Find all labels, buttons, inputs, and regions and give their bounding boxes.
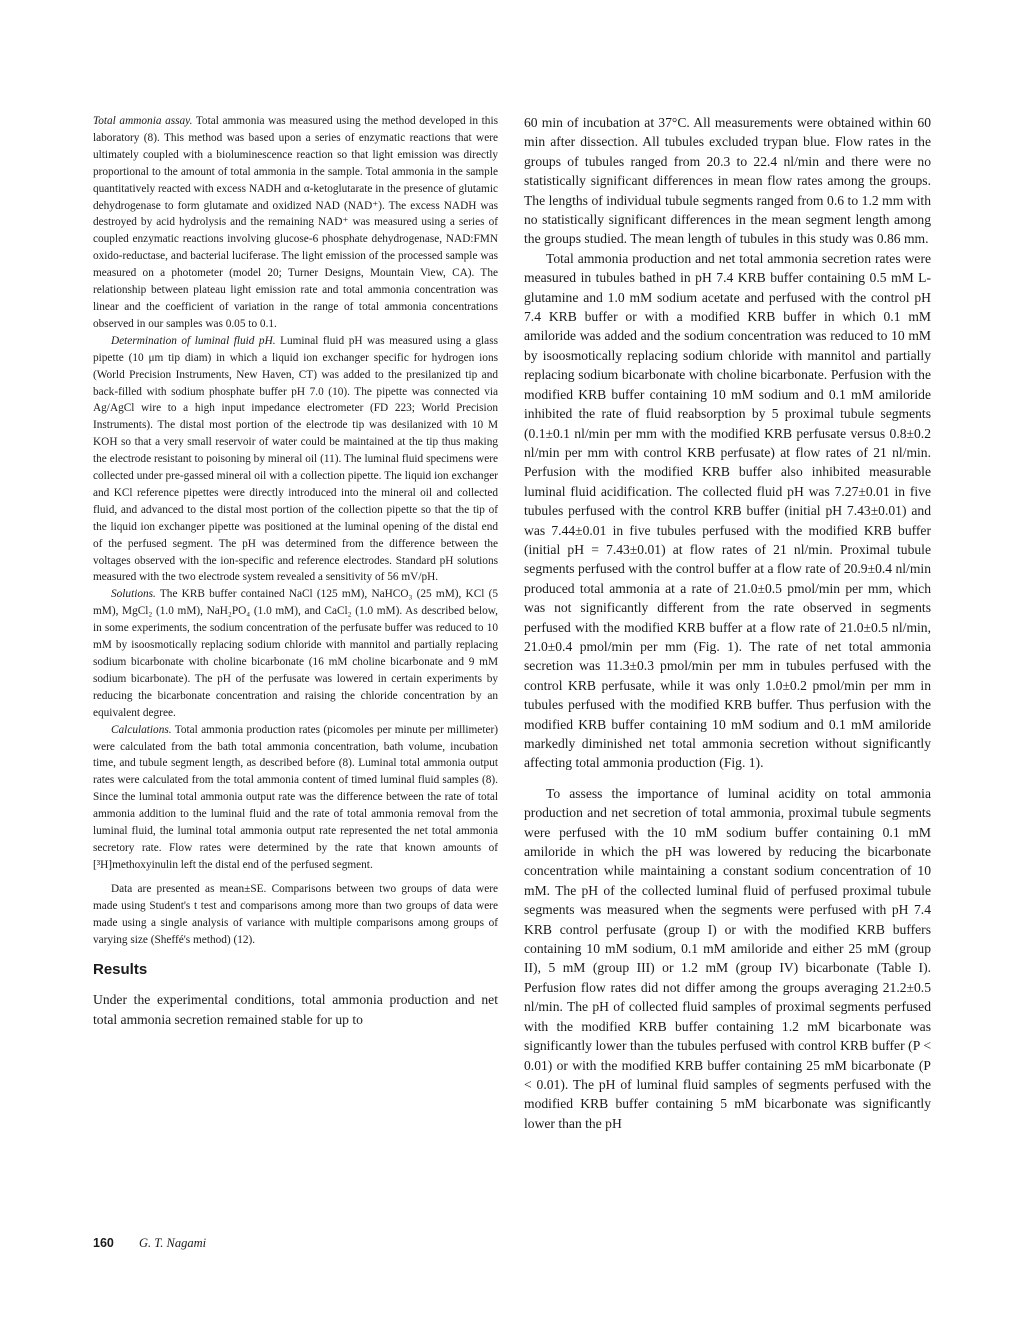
paragraph-body: Total ammonia was measured using the method developed in this laboratory (8). This method was based upon a series of enzymatic reactions that were ultimately coupled with a bioluminescence reaction so that light emission was directly proportional to the amount of total ammonia in the sample. Total ammonia in the sample quantitatively reacted with excess NADH and α-ketoglutarate in the presence of glutamic dehydrogenase to form glutamate and oxidized NAD (NAD⁺). The excess NADH was destroyed by acid hydrolysis and the remaining NAD⁺ was measured using a series of coupled enzymatic reactions involving glucose-6 phosphate dehydrogenase, NAD:FMN oxido-reductase, and bacterial luciferase. The light emission of the processed sample was measured on a photometer (model 20; Turner Designs, Mountain View, CA). The relationship between plateau light emission rate and total ammonia concentration was linear and the coefficient of variation in the range of total ammonia concentrations observed in our samples was 0.05 to 0.1.	[93, 115, 498, 330]
paragraph-luminal-acidity: To assess the importance of luminal acidity on total ammonia production and net secretion of total ammonia, proximal tubule segments were perfused with the 10 mM sodium buffer containing 0.1 mM amiloride in which the pH was lowered by reducing the bicarbonate concentration while maintaining a constant sodium concentration of 10 mM. The pH of the collected luminal fluid of perfused proximal tubule segments was measured when the segments were perfused with pH 7.4 KRB control perfusate (group I) or with the modified KRB buffers containing 10 mM sodium, 0.1 mM amiloride and either 25 mM (group II), 5 mM (group III) or 1.2 mM (group IV) bicarbonate (Table I). Perfusion flow rates did not differ among the groups averaging 21.2±0.5 nl/min. The pH of collected fluid samples of proximal segments perfused with the modified KRB buffer containing 1.2 mM bicarbonate was significantly lower than the tubules perfused with control KRB buffer (P < 0.01) or with the modified KRB buffer containing 25 mM bicarbonate (P < 0.01). The pH of luminal fluid samples of segments perfused with the modified KRB buffer containing 5 mM bicarbonate was significantly lower than the pH	[524, 785, 931, 1131]
paragraph-title: Total ammonia assay.	[93, 115, 193, 127]
paragraph-body: Luminal fluid pH was measured using a glass pipette (10 μm tip diam) in which a liquid ion exchanger specific for hydrogen ions (World Precision Instruments, New Haven, CT) was added to the presilanized tip and back-filled with sodium phosphate buffer pH 7.0 (10). The pipette was connected via Ag/AgCl wire to a high input impedance electrometer (FD 223; World Precision Instruments). The distal most portion of the electrode tip was desilanized with 10 M KOH so that a very small reservoir of water could be maintained at the tip thus making the electrode resistant to poisoning by mineral oil (11). The luminal fluid specimens were collected under pre-gassed mineral oil with a collection pipette. The liquid ion exchanger and KCl reference pipettes were directly introduced into the mineral oil and collected fluid, and advanced to the distal most portion of the collection pipette so that the tip of the liquid ion exchanger pipette was positioned at the luminal opening of the distal end of the perfused segment. The pH was determined from the difference between the voltages observed with the ion-specific and reference electrodes. Standard pH solutions measured with the two electrode system revealed a sensitivity of 56 mV/pH.	[93, 334, 498, 584]
left-column	[93, 113, 498, 1029]
paragraph-total-ammonia-assay	[93, 113, 498, 333]
paragraph-luminal-ph	[93, 333, 498, 587]
paragraph-statistics: Data are presented as mean±SE. Comparisons between two groups of data were made using Student's t test and comparisons among more than two groups of data were made using a single analysis of variance with multiple comparisons among groups of varying size (Sheffé's method) (12).	[93, 882, 498, 946]
page-footer	[93, 1236, 206, 1251]
paragraph-title: Solutions.	[111, 588, 156, 601]
paragraph-calculations	[93, 722, 498, 874]
paragraph-body: The KRB buffer contained NaCl (125 mM), NaHCO₃ (25 mM), KCl (5 mM), MgCl₂ (1.0 mM), NaH₂PO₄ (1.0 mM), and CaCl₂ (1.0 mM). As described below, in some experiments, the sodium concentration of the perfusate buffer was reduced to 10 mM by isoosmotically replacing sodium chloride with mannitol and partially replacing sodium bicarbonate with choline bicarbonate (16 mM choline bicarbonate and 9 mM sodium bicarbonate). The pH of the perfusate was lowered in certain experiments by reducing the bicarbonate concentration and raising the chloride concentration by an equivalent degree.	[93, 588, 498, 719]
page-number: 160	[93, 1236, 114, 1250]
section-heading-results: Results	[93, 961, 148, 979]
paragraph-title: Calculations.	[111, 723, 172, 736]
paragraph-production-secretion: Total ammonia production and net total ammonia secretion rates were measured in tubules bathed in pH 7.4 KRB buffer containing 0.5 mM L-glutamine and 1.0 mM sodium acetate and perfused with the control pH 7.4 KRB buffer or with a modified KRB buffer in which 0.1 mM amiloride was added and the sodium concentration was reduced to 10 mM by isoosmotically replacing sodium chloride with mannitol and partially replacing sodium bicarbonate with choline bicarbonate. Perfusion with the modified KRB buffer containing 10 mM sodium and 0.1 mM amiloride inhibited the rate of fluid reabsorption by 5 proximal tubule segments (0.1±0.1 nl/min per mm with the modified KRB perfusate versus 0.8±0.2 nl/min per mm with control KRB perfusate) at flow rates of 21 nl/min. Perfusion with the modified KRB buffer also inhibited measurable luminal fluid acidification. The collected fluid pH was 7.27±0.01 in five tubules perfused with the control KRB buffer (initial pH 7.43±0.01) and was 7.44±0.01 in five tubules perfused with the modified KRB buffer (initial pH = 7.43±0.01) at flow rates of 21 nl/min. Proximal tubule segments perfused with the control buffer at a flow rate of 20.9±0.4 nl/min produced total ammonia at a rate of 21.0±0.5 pmol/min per mm, which was not significantly different from the rate observed in segments perfused with the modified KRB buffer at a flow rate of 21.0±0.5 nl/min, 21.0±0.4 pmol/min per mm (Fig. 1). The rate of net total ammonia secretion was 11.3±0.3 pmol/min per mm in tubules perfused with the control KRB perfusate, while it was only 1.0±0.2 pmol/min per mm in tubules perfused with the modified KRB buffer. Thus perfusion with the modified KRB buffer containing 10 mM sodium and 0.1 mM amiloride markedly diminished net total ammonia secretion without significantly affecting total ammonia production (Fig. 1).	[524, 250, 931, 771]
right-column	[524, 113, 931, 1133]
paragraph-solutions	[93, 586, 498, 721]
paragraph-results-intro: Under the experimental conditions, total ammonia production and net total ammonia secretion remained stable for up to	[93, 992, 498, 1027]
paragraph-body: Total ammonia production rates (picomoles per minute per millimeter) were calculated from the bath total ammonia concentration, bath volume, incubation time, and tubule segment length, as described before (8). Luminal total ammonia output rates were calculated from the total ammonia content of timed luminal fluid samples (8). Since the luminal total ammonia output rate was the difference between the rate of total ammonia addition to the luminal fluid and the rate of total ammonia removal from the luminal fluid, the luminal total ammonia output rate represented the net total ammonia secretory rate. Flow rates were determined by the rate that known amounts of [³H]methoxyinulin left the distal end of the perfused segment.	[93, 723, 498, 871]
paragraph-results-continued: 60 min of incubation at 37°C. All measurements were obtained within 60 min after dissection. All tubules excluded trypan blue. Flow rates in the groups of tubules ranged from 20.3 to 22.4 nl/min and there were no statistically significant differences in mean flow rates among the groups. The lengths of individual tubule segments ranged from 0.6 to 1.2 mm with no statistically significant differences in the mean segment length among the groups studied. The mean length of tubules in this study was 0.86 mm.	[524, 115, 931, 247]
paragraph-title: Determination of luminal fluid pH.	[111, 334, 276, 347]
running-author: G. T. Nagami	[138, 1236, 207, 1250]
